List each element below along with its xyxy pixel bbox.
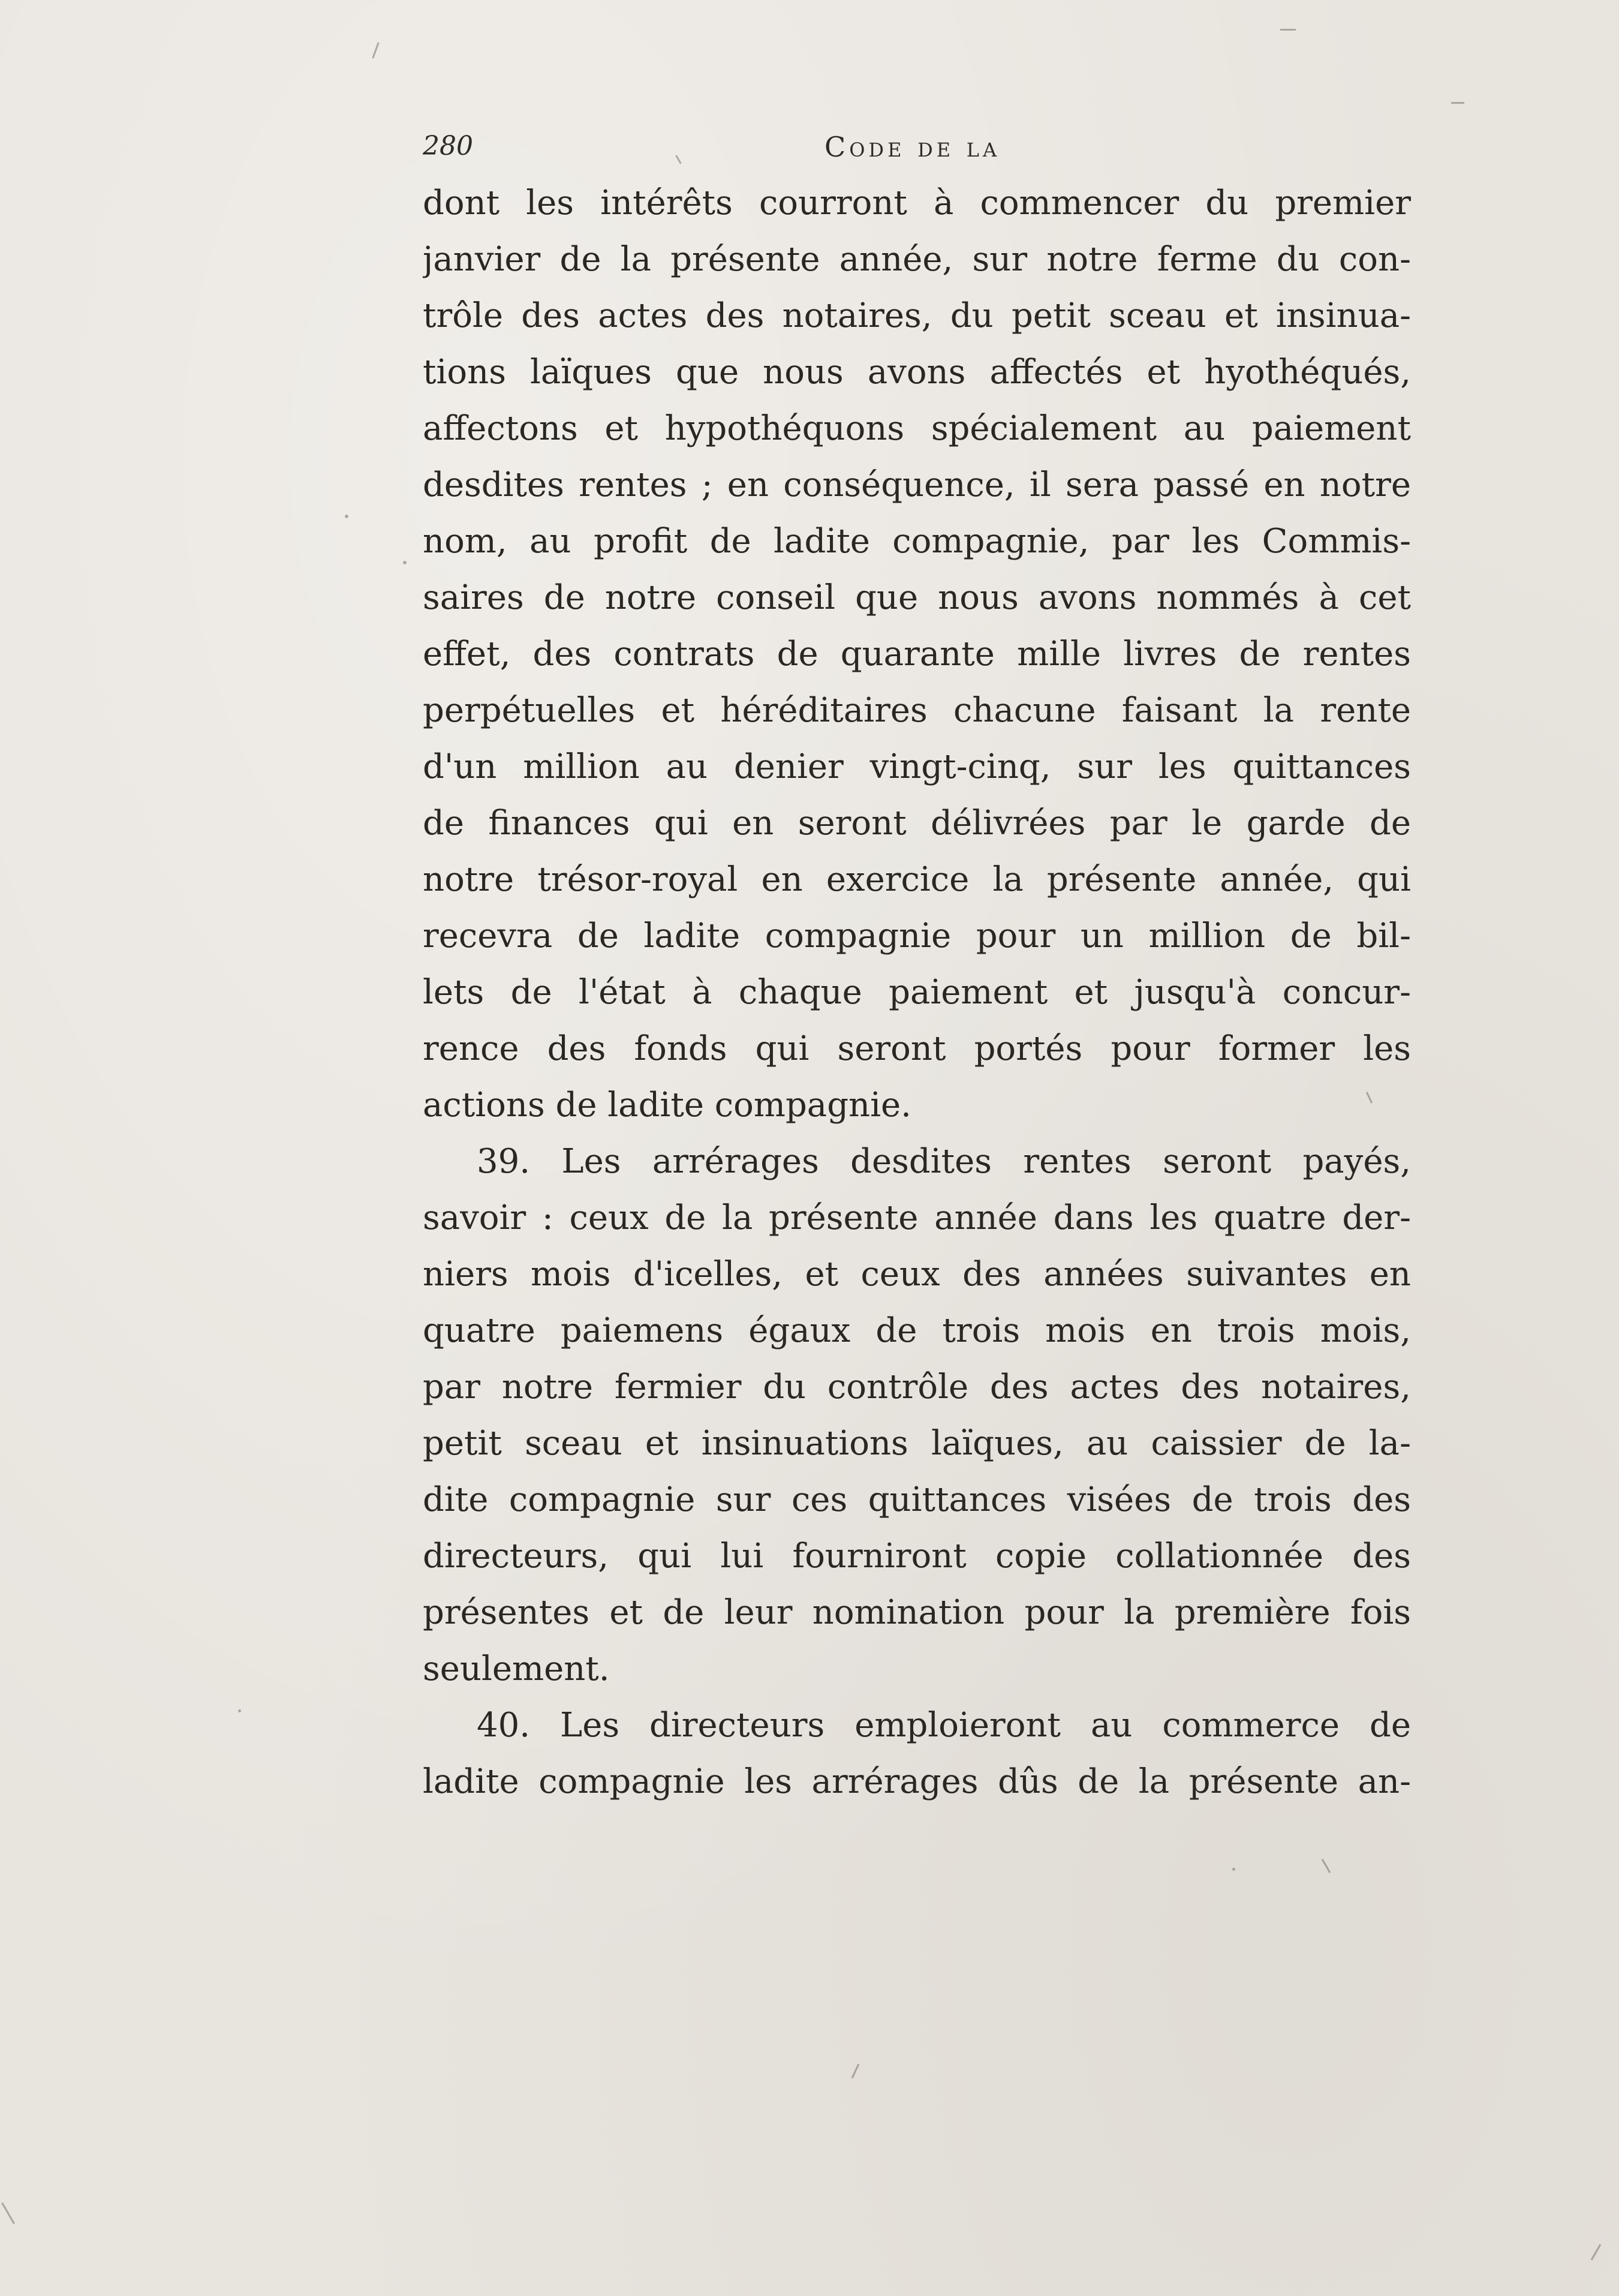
text-line: présentes et de leur nomination pour la première fois	[423, 1593, 1411, 1632]
paragraph-end-line: seulement.	[423, 1649, 610, 1688]
paper-speck	[851, 2064, 860, 2079]
paper-speck	[1280, 29, 1296, 31]
text-line: niers mois d'icelles, et ceux des années suivantes en	[423, 1255, 1411, 1294]
text-line: janvier de la présente année, sur notre ferme du con-	[423, 240, 1411, 279]
text-line: directeurs, qui lui fourniront copie collationnée des	[423, 1537, 1411, 1576]
paper-speck	[345, 515, 348, 518]
running-header	[423, 131, 1412, 173]
paper-speck	[1, 2202, 15, 2224]
paper-speck	[1451, 102, 1464, 104]
article-40-start: 40. Les directeurs emploieront au commerce de	[477, 1706, 1411, 1745]
paper-speck	[403, 561, 407, 564]
paper-speck	[372, 42, 379, 58]
running-title: Code de la	[824, 131, 1001, 163]
paper-speck	[1232, 1868, 1235, 1871]
text-line: lets de l'état à chaque paiement et jusqu'à concur-	[423, 973, 1411, 1012]
text-line: de finances qui en seront délivrées par le garde de	[423, 804, 1411, 843]
text-line: dont les intérêts courront à commencer du premier	[423, 184, 1411, 223]
body-text	[423, 175, 1411, 1810]
text-line: ladite compagnie les arrérages dûs de la présente an-	[423, 1762, 1411, 1801]
text-line: perpétuelles et héréditaires chacune faisant la rente	[423, 691, 1411, 730]
text-line: tions laïques que nous avons affectés et hyothéqués,	[423, 353, 1411, 392]
text-line: recevra de ladite compagnie pour un million de bil-	[423, 916, 1411, 955]
text-line: quatre paiemens égaux de trois mois en trois mois,	[423, 1311, 1411, 1350]
text-line: trôle des actes des notaires, du petit sceau et insinua-	[423, 296, 1411, 335]
paper-speck	[1322, 1859, 1331, 1873]
text-line: d'un million au denier vingt-cinq, sur les quittances	[423, 747, 1411, 786]
text-line: effet, des contrats de quarante mille livres de rentes	[423, 635, 1411, 674]
page-number: 280	[423, 131, 473, 161]
text-line: affectons et hypothéquons spécialement au paiement	[423, 409, 1411, 448]
text-line: rence des fonds qui seront portés pour former les	[423, 1029, 1411, 1068]
text-line: desdites rentes ; en conséquence, il sera passé en notre	[423, 465, 1411, 504]
paper-speck	[1591, 2244, 1602, 2260]
text-line: notre trésor-royal en exercice la présente année, qui	[423, 860, 1411, 899]
text-line: par notre fermier du contrôle des actes des notaires,	[423, 1368, 1411, 1407]
text-line: nom, au profit de ladite compagnie, par les Commis-	[423, 522, 1411, 561]
text-line: saires de notre conseil que nous avons nommés à cet	[423, 578, 1411, 617]
article-39-start: 39. Les arrérages desdites rentes seront payés,	[477, 1142, 1411, 1181]
text-line: petit sceau et insinuations laïques, au caissier de la-	[423, 1424, 1411, 1463]
paragraph-end-line: actions de ladite compagnie.	[423, 1086, 911, 1125]
paper-speck	[238, 1709, 241, 1712]
text-line: savoir : ceux de la présente année dans les quatre der-	[423, 1198, 1411, 1237]
text-line: dite compagnie sur ces quittances visées de trois des	[423, 1480, 1411, 1519]
